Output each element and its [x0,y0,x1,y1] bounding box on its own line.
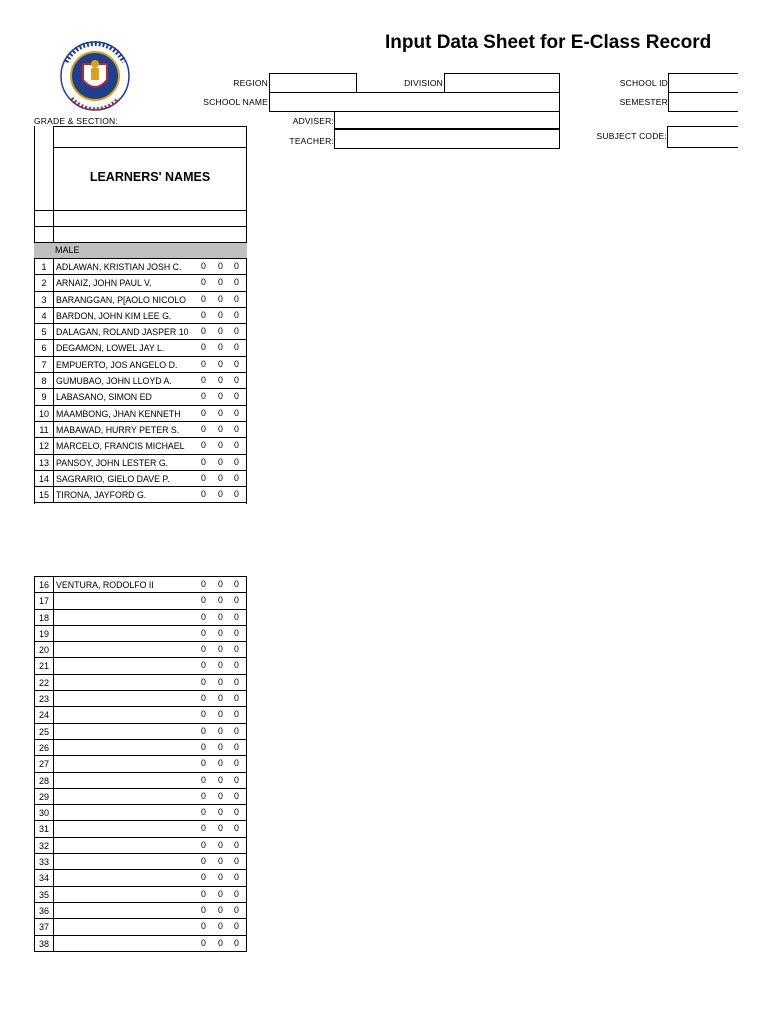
score-cell: 0 [201,709,206,720]
table-row [35,773,246,789]
table-row [35,593,246,609]
score-cell: 0 [218,823,223,834]
score-cell: 0 [218,595,223,606]
score-cell: 0 [218,741,223,752]
grade-section-label: GRADE & SECTION: [34,116,118,126]
score-cell: 0 [201,839,206,850]
score-cell: 0 [201,407,206,418]
learner-name-cell[interactable]: MABAWAD, HURRY PETER S. [56,424,180,435]
row-number: 1 [35,259,54,274]
score-cell: 0 [218,921,223,932]
score-cell: 0 [234,489,239,500]
semester-field[interactable] [668,92,738,112]
score-cell: 0 [234,342,239,353]
score-cell: 0 [201,293,206,304]
subject-code-label: SUBJECT CODE: [596,131,667,141]
region-field[interactable] [269,73,357,93]
table-row [35,471,246,487]
table-row [35,308,246,324]
row-number: 26 [35,740,54,755]
score-cell: 0 [201,888,206,899]
male-label: MALE [55,245,80,255]
score-cell: 0 [234,888,239,899]
row-number: 17 [35,593,54,608]
score-cell: 0 [201,904,206,915]
score-cell: 0 [218,391,223,402]
score-cell: 0 [201,758,206,769]
adviser-label: ADVISER: [292,116,334,126]
score-cell: 0 [201,440,206,451]
school-id-field[interactable] [668,73,738,93]
learner-name-cell[interactable]: BARDON, JOHN KIM LEE G. [56,310,172,321]
school-name-field[interactable] [269,92,560,112]
score-cell: 0 [234,277,239,288]
table-row [35,936,246,952]
score-cell: 0 [234,644,239,655]
table-row [35,577,246,593]
score-cell: 0 [201,676,206,687]
score-cell: 0 [218,856,223,867]
row-number: 29 [35,789,54,804]
row-number: 25 [35,724,54,739]
table-row [35,610,246,626]
row-number: 2 [35,275,54,290]
row-number: 3 [35,292,54,307]
score-cell: 0 [218,407,223,418]
score-cell: 0 [218,774,223,785]
score-cell: 0 [201,456,206,467]
score-cell: 0 [218,472,223,483]
score-cell: 0 [234,407,239,418]
table-row [35,406,246,422]
division-label: DIVISION [404,78,443,88]
score-cell: 0 [201,774,206,785]
learner-name-cell[interactable]: VENTURA, RODOLFO II [56,580,154,590]
score-cell: 0 [201,489,206,500]
table-row [35,422,246,438]
score-cell: 0 [234,774,239,785]
learner-name-cell[interactable]: MAAMBONG, JHAN KENNETH [56,408,181,419]
row-number: 31 [35,821,54,836]
page-title: Input Data Sheet for E-Class Record [385,32,712,53]
table-row [35,324,246,340]
school-id-label: SCHOOL ID [619,78,668,88]
table-row [35,919,246,935]
score-cell: 0 [201,342,206,353]
score-cell: 0 [201,261,206,271]
row-number: 21 [35,658,54,673]
row-number: 30 [35,805,54,820]
learner-name-cell[interactable]: TIRONA, JAYFORD G. [56,490,147,501]
row-number: 33 [35,854,54,869]
learner-name-cell[interactable]: SAGRARIO, GIELO DAVE P. [56,473,170,484]
score-cell: 0 [218,456,223,467]
score-cell: 0 [234,472,239,483]
learner-name-cell[interactable]: MARCELO, FRANCIS MICHAEL [56,441,185,452]
table-row [35,487,246,503]
score-cell: 0 [201,693,206,704]
learner-name-cell[interactable]: DEGAMON, LOWEL JAY L. [56,343,165,354]
table-row [35,724,246,740]
region-label: REGION [233,78,268,88]
score-cell: 0 [201,358,206,369]
row-number: 24 [35,707,54,722]
deped-seal-logo [52,40,138,112]
row-number: 8 [35,373,54,388]
score-cell: 0 [234,921,239,932]
row-number: 10 [35,406,54,421]
score-cell: 0 [218,277,223,288]
table-row [35,691,246,707]
table-header [34,126,247,259]
score-cell: 0 [234,440,239,451]
row-number: 4 [35,308,54,323]
table-row [35,340,246,356]
row-number: 15 [35,487,54,502]
score-cell: 0 [234,790,239,801]
row-number: 27 [35,756,54,771]
score-cell: 0 [234,611,239,622]
table-row [35,821,246,837]
score-cell: 0 [201,872,206,883]
score-cell: 0 [218,309,223,320]
score-cell: 0 [201,309,206,320]
score-cell: 0 [201,790,206,801]
learner-name-cell[interactable]: EMPUERTO, JOS ANGELO D. [56,359,178,370]
table-row [35,292,246,308]
score-cell: 0 [201,937,206,948]
score-cell: 0 [234,293,239,304]
row-number: 20 [35,642,54,657]
score-cell: 0 [218,937,223,948]
score-cell: 0 [218,611,223,622]
row-number: 11 [35,422,54,437]
score-cell: 0 [218,489,223,500]
score-cell: 0 [201,856,206,867]
score-cell: 0 [201,375,206,386]
score-cell: 0 [218,888,223,899]
row-number: 35 [35,887,54,902]
score-cell: 0 [201,277,206,288]
learner-name-cell[interactable]: ARNAIZ, JOHN PAUL V. [56,278,152,289]
score-cell: 0 [234,839,239,850]
score-cell: 0 [218,725,223,736]
table-row [35,870,246,886]
table-row [35,675,246,691]
table-row [35,789,246,805]
score-cell: 0 [201,627,206,638]
learner-name-cell[interactable]: GUMUBAO, JOHN LLOYD A. [56,376,172,387]
learners-names-header: LEARNERS' NAMES [89,170,211,184]
score-cell: 0 [201,472,206,483]
score-cell: 0 [201,823,206,834]
row-number: 38 [35,936,54,951]
score-cell: 0 [201,391,206,402]
score-cell: 0 [234,375,239,386]
score-cell: 0 [201,741,206,752]
row-number: 36 [35,903,54,918]
row-number: 32 [35,838,54,853]
table-row [35,389,246,405]
learners-list-male [34,259,247,504]
row-number: 37 [35,919,54,934]
table-row [35,626,246,642]
score-cell: 0 [218,693,223,704]
score-cell: 0 [234,660,239,671]
school-name-label: SCHOOL NAME [203,97,268,107]
score-cell: 0 [218,579,223,589]
score-cell: 0 [201,611,206,622]
score-cell: 0 [218,326,223,337]
score-cell: 0 [218,423,223,434]
learners-list-continued [34,576,247,952]
table-row [35,373,246,389]
score-cell: 0 [201,595,206,606]
score-cell: 0 [234,693,239,704]
row-number: 22 [35,675,54,690]
score-cell: 0 [218,342,223,353]
table-row [35,887,246,903]
table-row [35,642,246,658]
score-cell: 0 [218,790,223,801]
score-cell: 0 [218,660,223,671]
score-cell: 0 [218,839,223,850]
score-cell: 0 [201,326,206,337]
adviser-field[interactable] [334,111,560,129]
row-number: 16 [35,577,54,592]
row-number: 14 [35,471,54,486]
row-number: 7 [35,357,54,372]
row-number: 34 [35,870,54,885]
teacher-label: TEACHER: [289,136,334,146]
score-cell: 0 [218,676,223,687]
learner-name-cell[interactable]: LABASANO, SIMON ED [56,392,152,403]
score-cell: 0 [201,579,206,589]
score-cell: 0 [201,660,206,671]
score-cell: 0 [234,741,239,752]
score-cell: 0 [234,261,239,271]
learner-name-cell[interactable]: DALAGAN, ROLAND JASPER 10 [56,327,189,338]
score-cell: 0 [218,627,223,638]
score-cell: 0 [234,856,239,867]
score-cell: 0 [234,627,239,638]
row-number: 19 [35,626,54,641]
table-row [35,455,246,471]
learner-name-cell[interactable]: PANSOY, JOHN LESTER G. [56,457,169,468]
row-number: 18 [35,610,54,625]
subject-code-field[interactable] [667,126,738,148]
table-row [35,357,246,373]
score-cell: 0 [234,725,239,736]
score-cell: 0 [234,937,239,948]
score-cell: 0 [234,326,239,337]
table-row [35,438,246,454]
score-cell: 0 [234,309,239,320]
row-number: 23 [35,691,54,706]
row-number: 5 [35,324,54,339]
score-cell: 0 [201,423,206,434]
score-cell: 0 [218,358,223,369]
semester-label: SEMESTER [619,97,668,107]
score-cell: 0 [218,709,223,720]
row-number: 12 [35,438,54,453]
score-cell: 0 [218,261,223,271]
score-cell: 0 [218,904,223,915]
male-band [34,243,247,259]
score-cell: 0 [218,375,223,386]
learner-name-cell[interactable]: BARANGGAN, P[AOLO NICOLO [56,294,187,305]
table-row [35,707,246,723]
score-cell: 0 [218,758,223,769]
score-cell: 0 [234,456,239,467]
score-cell: 0 [234,807,239,818]
score-cell: 0 [218,872,223,883]
score-cell: 0 [234,823,239,834]
score-cell: 0 [218,807,223,818]
table-row [35,259,246,275]
table-row [35,275,246,291]
score-cell: 0 [234,872,239,883]
score-cell: 0 [201,644,206,655]
score-cell: 0 [201,725,206,736]
teacher-field[interactable] [334,129,560,149]
score-cell: 0 [234,423,239,434]
table-row [35,658,246,674]
score-cell: 0 [201,921,206,932]
division-field[interactable] [444,73,560,93]
table-row [35,838,246,854]
score-cell: 0 [234,676,239,687]
score-cell: 0 [234,391,239,402]
score-cell: 0 [234,358,239,369]
score-cell: 0 [234,758,239,769]
score-cell: 0 [234,904,239,915]
table-row [35,903,246,919]
score-cell: 0 [234,579,239,589]
row-number: 9 [35,389,54,404]
table-row [35,805,246,821]
table-row [35,756,246,772]
row-number: 6 [35,340,54,355]
learner-name-cell[interactable]: ADLAWAN, KRISTIAN JOSH C. [56,262,182,272]
score-cell: 0 [234,709,239,720]
row-number: 13 [35,455,54,470]
table-row [35,854,246,870]
table-row [35,740,246,756]
score-cell: 0 [234,595,239,606]
score-cell: 0 [218,644,223,655]
score-cell: 0 [218,440,223,451]
score-cell: 0 [201,807,206,818]
score-cell: 0 [218,293,223,304]
row-number: 28 [35,773,54,788]
